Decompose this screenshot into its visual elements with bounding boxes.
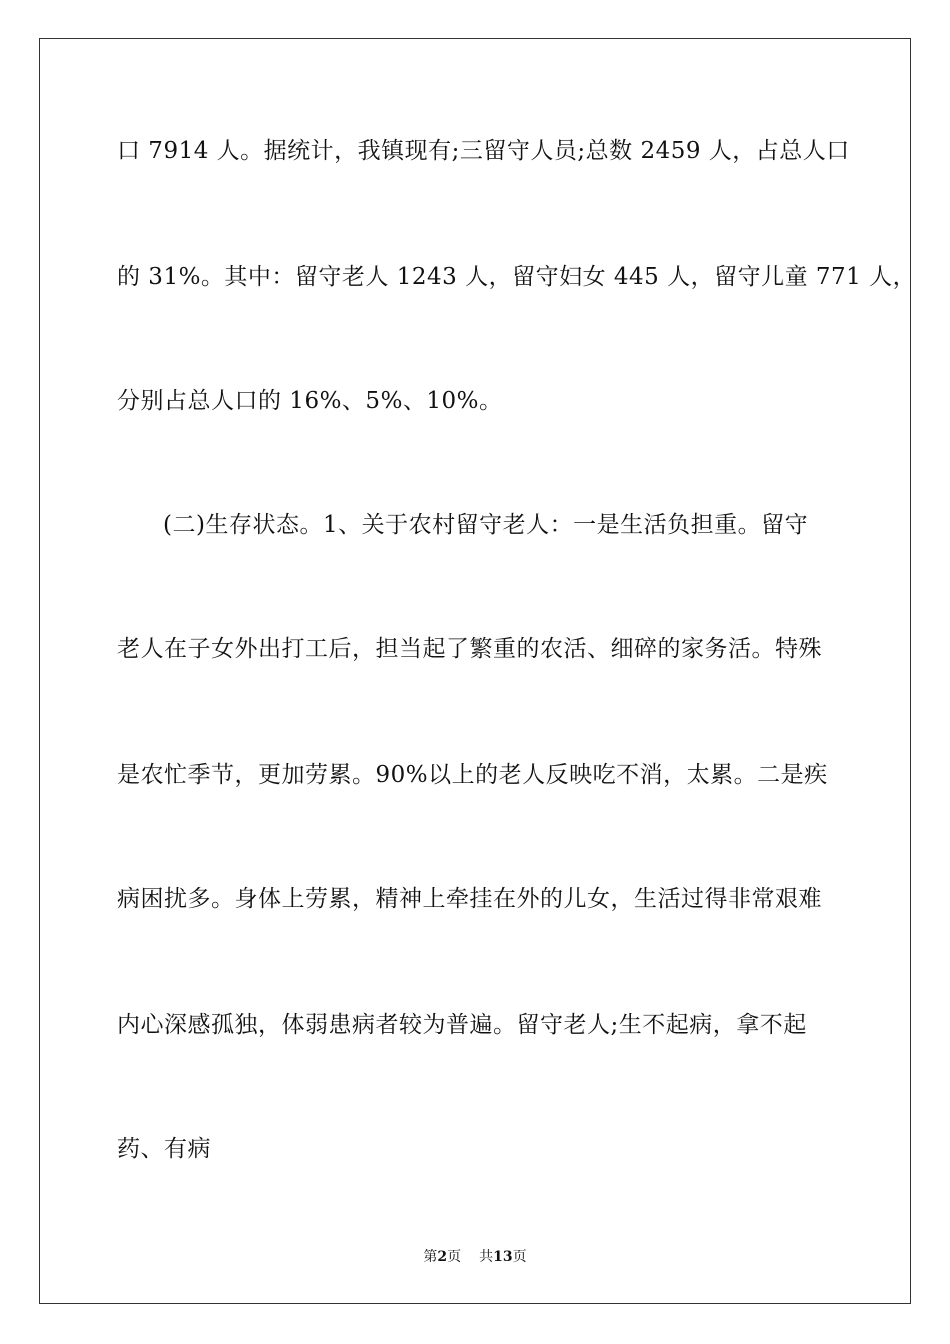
page-number: 2 — [437, 1249, 448, 1265]
body-line-3: 分别占总人口的 16%、5%、10%。 — [117, 388, 503, 414]
total-pages: 13 — [493, 1249, 513, 1265]
total-prefix: 共 — [479, 1249, 494, 1265]
body-line-4-paragraph-start: (二)生存状态。1、关于农村留守老人：一是生活负担重。留守 — [163, 512, 809, 538]
page-frame — [39, 38, 917, 1304]
total-suffix: 页 — [512, 1249, 527, 1265]
page-suffix: 页 — [447, 1249, 462, 1265]
body-line-6: 是农忙季节，更加劳累。90%以上的老人反映吃不消，太累。二是疾 — [117, 762, 828, 788]
body-line-2: 的 31%。其中：留守老人 1243 人，留守妇女 445 人，留守儿童 771 人， — [117, 264, 917, 290]
body-line-5: 老人在子女外出打工后，担当起了繁重的农活、细碎的家务活。特殊 — [117, 636, 822, 662]
page-footer — [0, 1248, 950, 1266]
body-line-8: 内心深感孤独，体弱患病者较为普遍。留守老人;生不起病，拿不起 — [117, 1012, 807, 1038]
body-line-1: 口 7914 人。据统计，我镇现有;三留守人员;总数 2459 人，占总人口 — [117, 138, 850, 164]
page-prefix: 第 — [423, 1249, 438, 1265]
body-line-9: 药、有病 — [117, 1136, 211, 1162]
body-line-7: 病困扰多。身体上劳累，精神上牵挂在外的儿女，生活过得非常艰难 — [117, 886, 822, 912]
